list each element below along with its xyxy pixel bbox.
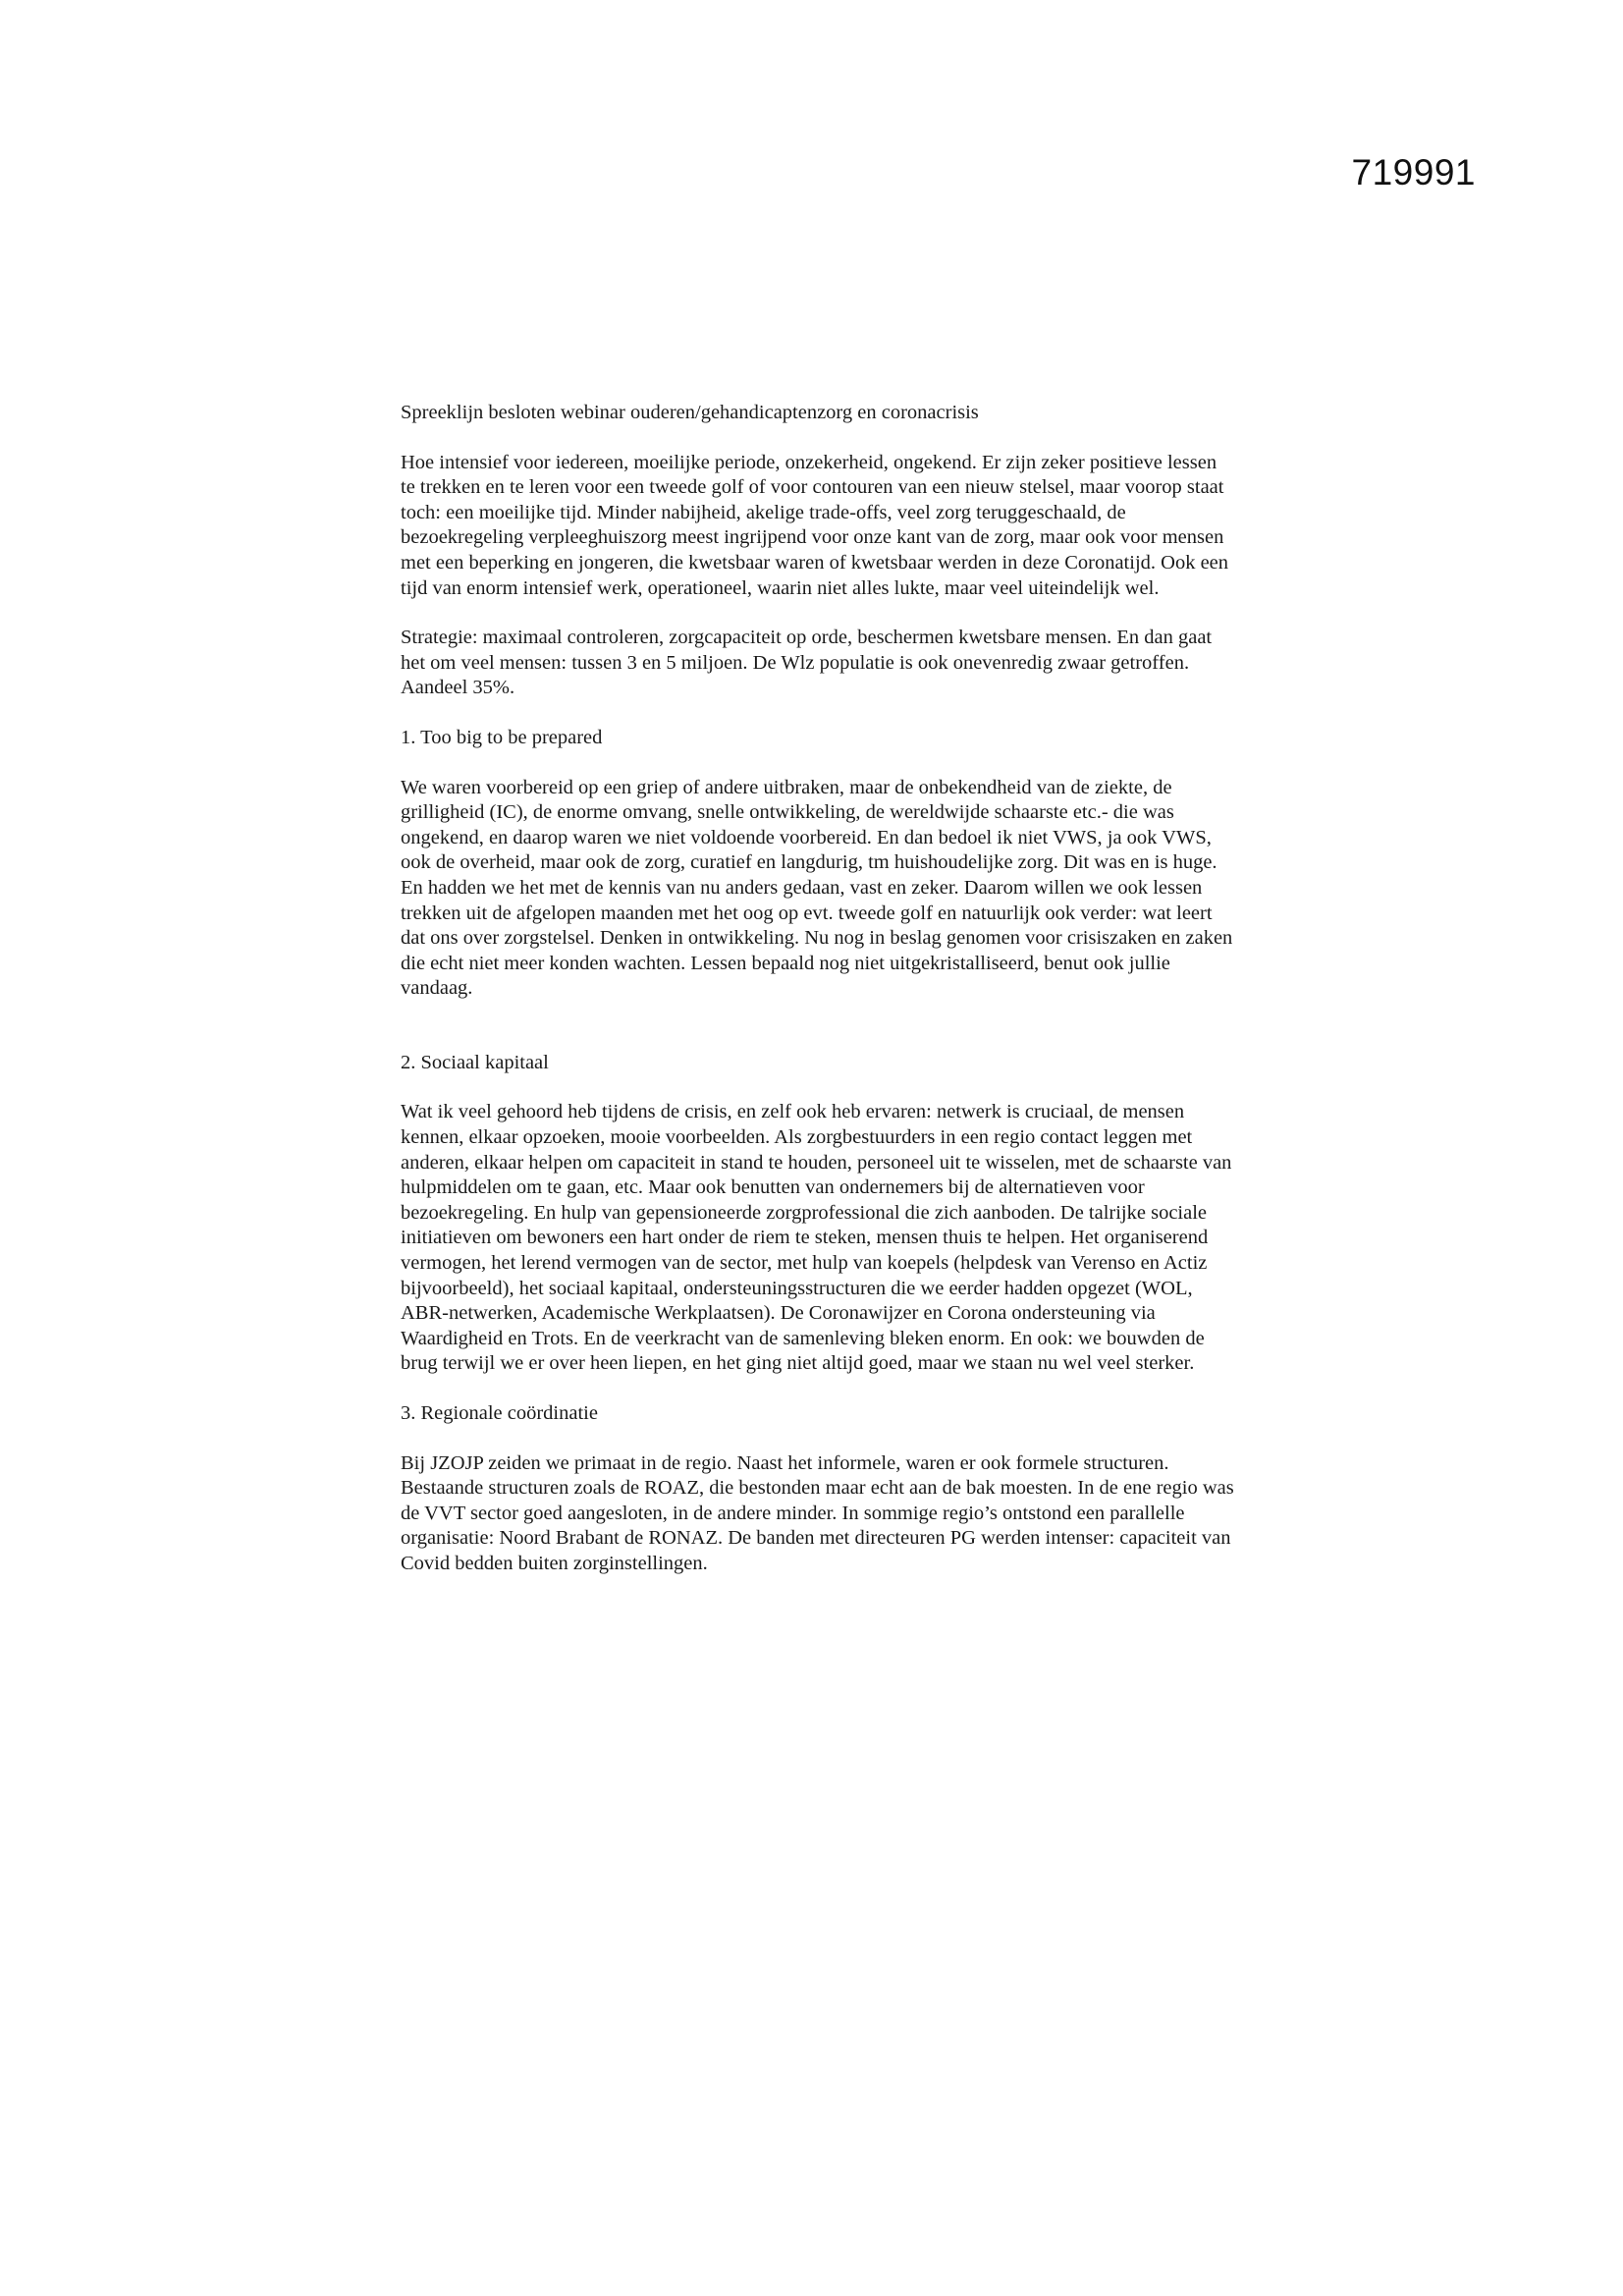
section-paragraph: Bij JZOJP zeiden we primaat in de regio. Naast het informele, waren er ook formele structuren. Bestaande structuren zoals de ROAZ, die bestonden maar echt aan de bak moesten. In de ene regio was de VVT sector goed aangesloten, in de andere minder. In sommige regio’s ontstond een parallelle organisatie: Noord Brabant de RONAZ. De banden met directeuren PG werden intenser: capaciteit van Covid bedden buiten zorginstellingen. (401, 1451, 1234, 1574)
section-heading: 3. Regionale coördinatie (401, 1402, 598, 1424)
document-title: Spreeklijn besloten webinar ouderen/gehandicaptenzorg en coronacrisis (401, 402, 979, 423)
document-body (401, 401, 1235, 1602)
section-paragraph: We waren voorbereid op een griep of andere uitbraken, maar de onbekendheid van de ziekte, de grilligheid (IC), de enorme omvang, snelle ontwikkeling, de wereldwijde schaarste etc.- die was ongekend, en daarop waren we niet voldoende voorbereid. En dan bedoel ik niet VWS, ja ook VWS, ook de overheid, maar ook de zorg, curatief en langdurig, tm huishoudelijke zorg. Dit was en is huge. En hadden we het met de kennis van nu anders gedaan, vast en zeker. Daarom willen we ook lessen trekken uit de afgelopen maanden met het oog op evt. tweede golf en natuurlijk ook verder: wat leert dat ons over zorgstelsel. Denken in ontwikkeling. Nu nog in beslag genomen voor crisiszaken en zaken die echt niet meer konden wachten. Lessen bepaald nog niet uitgekristalliseerd, benut ook jullie vandaag. (401, 776, 1233, 1000)
section-heading: 1. Too big to be prepared (401, 726, 603, 748)
strategy-paragraph: Strategie: maximaal controleren, zorgcapaciteit op orde, beschermen kwetsbare mensen. En dan gaat het om veel mensen: tussen 3 en 5 miljoen. De Wlz populatie is ook onevenredig zwaar getroffen. Aandeel 35%. (401, 627, 1213, 699)
section-heading: 2. Sociaal kapitaal (401, 1051, 549, 1073)
document-number: 719991 (1351, 152, 1476, 192)
intro-paragraph: Hoe intensief voor iedereen, moeilijke periode, onzekerheid, ongekend. Er zijn zeker positieve lessen te trekken en te leren voor een tweede golf of voor contouren van een nieuw stelsel, maar voorop staat toch: een moeilijke tijd. Minder nabijheid, akelige trade-offs, veel zorg teruggeschaald, de bezoekregeling verpleeghuiszorg meest ingrijpend voor onze kant van de zorg, maar ook voor mensen met een beperking en jongeren, die kwetsbaar waren of kwetsbaar werden in deze Coronatijd. Ook een tijd van enorm intensief werk, operationeel, waarin niet alles lukte, maar veel uiteindelijk wel. (401, 451, 1229, 599)
section-paragraph: Wat ik veel gehoord heb tijdens de crisis, en zelf ook heb ervaren: netwerk is cruciaal, de mensen kennen, elkaar opzoeken, mooie voorbeelden. Als zorgbestuurders in een regio contact leggen met anderen, elkaar helpen om capaciteit in stand te houden, personeel uit te wisselen, met de schaarste van hulpmiddelen om te gaan, etc. Maar ook benutten van ondernemers bij de alternatieven voor bezoekregeling. En hulp van gepensioneerde zorgprofessional die zich aanboden. De talrijke sociale initiatieven om bewoners een hart onder de riem te steken, mensen thuis te helpen. Het organiserend vermogen, het lerend vermogen van de sector, met hulp van koepels (helpdesk van Verenso en Actiz bijvoorbeeld), het sociaal kapitaal, ondersteuningsstructuren die we eerder hadden opgezet (WOL, ABR-netwerken, Academische Werkplaatsen). De Coronawijzer en Corona ondersteuning via Waardigheid en Trots. En de veerkracht van de samenleving bleken enorm. En ook: we bouwden de brug terwijl we er over heen liepen, en het ging niet altijd goed, maar we staan nu wel veel sterker. (401, 1101, 1232, 1375)
